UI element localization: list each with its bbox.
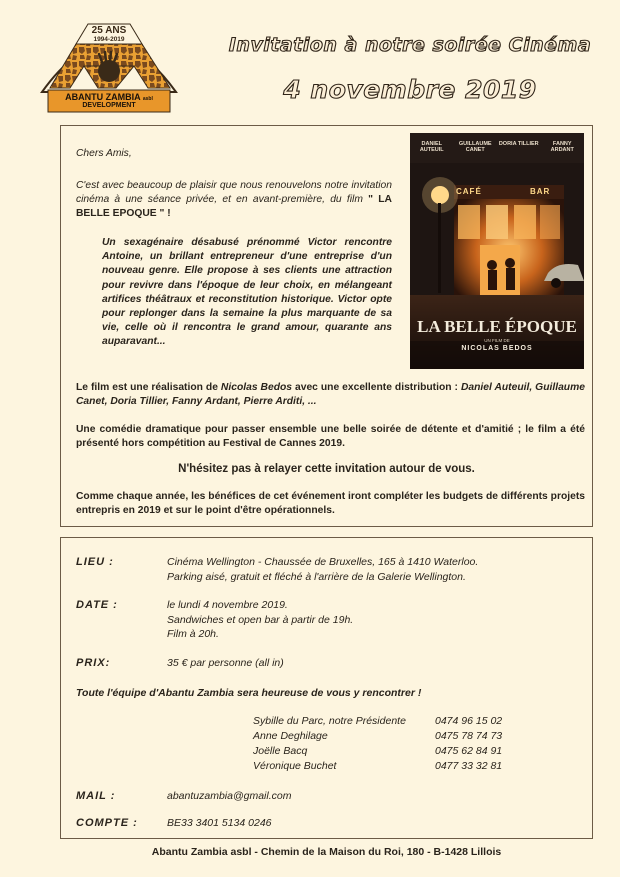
contact-phone: 0475 78 74 73 bbox=[435, 730, 503, 742]
contacts-list bbox=[253, 714, 583, 774]
date-line: Sandwiches et open bar à partir de 19h. bbox=[167, 613, 354, 626]
footer-address: Abantu Zambia asbl - Chemin de la Maison du Roi, 180 - B-1428 Lillois bbox=[151, 846, 502, 858]
lieu-line: Parking aisé, gratuit et fléché à l'arrière de la Galerie Wellington. bbox=[167, 570, 466, 583]
relay-message: N'hésitez pas à relayer cette invitation autour de vous. bbox=[178, 463, 475, 475]
poster-actor: GUILLAUME CANET bbox=[458, 141, 492, 153]
comedy-paragraph: Une comédie dramatique pour passer ensemble une belle soirée de détente et d'amitié ; le film a été présenté hors compétition au Festival de Cannes 2019. bbox=[76, 424, 585, 450]
mail-value[interactable]: abantuzambia@gmail.com bbox=[167, 790, 292, 802]
date-label: DATE : bbox=[76, 599, 118, 611]
contact-row bbox=[253, 729, 583, 744]
film-title-quote: " LA BELLE EPOQUE " ! bbox=[76, 194, 392, 220]
date-line: Film à 20h. bbox=[167, 628, 219, 640]
poster-credit-prefix: UN FILM DE bbox=[484, 338, 510, 343]
lieu-label: LIEU : bbox=[76, 556, 114, 568]
benefits-paragraph: Comme chaque année, les bénéfices de cet événement iront compléter les budgets de différents projets entrepris en 2019 et sur le point d'être opérationnels. bbox=[76, 491, 585, 517]
contact-name: Anne Deghilage bbox=[253, 730, 328, 742]
logo-org-name: ABANTU ZAMBIA bbox=[65, 92, 141, 102]
cast-director: Nicolas Bedos bbox=[220, 382, 292, 393]
poster-director: NICOLAS BEDOS bbox=[461, 345, 533, 352]
lieu-line: Cinéma Wellington - Chaussée de Bruxelles, 165 à 1410 Waterloo. bbox=[167, 556, 479, 568]
compte-value: BE33 3401 5134 0246 bbox=[167, 817, 272, 829]
prix-label: PRIX: bbox=[76, 657, 111, 669]
contact-phone: 0477 33 32 81 bbox=[435, 760, 503, 772]
abantu-zambia-logo bbox=[36, 18, 182, 116]
movie-poster bbox=[410, 133, 584, 369]
poster-sign-bar: BAR bbox=[530, 187, 551, 196]
mail-label: MAIL : bbox=[76, 790, 116, 802]
cast-list: Daniel Auteuil, Guillaume Canet, Doria Tillier, Fanny Ardant, Pierre Arditi, ... bbox=[76, 382, 585, 408]
date-value bbox=[167, 598, 353, 642]
cast-mid: avec une excellente distribution : bbox=[294, 382, 458, 393]
lieu-value bbox=[167, 555, 478, 584]
contact-phone: 0475 62 84 91 bbox=[435, 745, 503, 757]
logo-org-sub: DEVELOPMENT bbox=[82, 102, 136, 109]
cast-paragraph bbox=[76, 381, 585, 409]
poster-actors bbox=[410, 141, 584, 153]
synopsis: Un sexagénaire désabusé prénommé Victor rencontre Antoine, un brillant entrepreneur d'une entreprise d'un nouveau genre. Elle propose à ses clients une attraction pour revivre dans l'époque de leur choix, en mélangeant artifices théâtraux et reconstitution historique. Victor opte pour replonger dans la semaine la plus marquante de sa vie, celle où il rencontra le grand amour, quarante ans auparavant... bbox=[102, 237, 392, 348]
contact-name: Sybille du Parc, notre Présidente bbox=[253, 715, 406, 727]
intro-text: C'est avec beaucoup de plaisir que nous renouvelons notre invitation cinéma à une séance privée, et en avant-première, du film bbox=[76, 180, 392, 206]
logo-org-suffix: asbl bbox=[142, 96, 153, 102]
invitation-date: 4 novembre 2019 bbox=[283, 75, 537, 104]
contact-phone: 0474 96 15 02 bbox=[435, 715, 503, 727]
logo-years: 1994-2019 bbox=[93, 36, 125, 43]
date-line: le lundi 4 novembre 2019. bbox=[167, 599, 288, 611]
contact-row bbox=[253, 744, 583, 759]
team-message: Toute l'équipe d'Abantu Zambia sera heureuse de vous y rencontrer ! bbox=[76, 687, 422, 699]
invitation-title: Invitation à notre soirée Cinéma bbox=[228, 34, 592, 56]
poster-title: LA BELLE ÉPOQUE bbox=[417, 317, 577, 336]
cast-prefix: Le film est une réalisation de bbox=[76, 382, 218, 393]
contact-row bbox=[253, 714, 583, 729]
salutation: Chers Amis, bbox=[76, 148, 132, 159]
prix-value: 35 € par personne (all in) bbox=[167, 657, 284, 669]
poster-actor: DANIEL AUTEUIL bbox=[419, 141, 444, 153]
intro-paragraph bbox=[76, 179, 392, 222]
compte-label: COMPTE : bbox=[76, 817, 138, 829]
contact-name: Joëlle Bacq bbox=[253, 745, 308, 757]
logo-anniversary: 25 ANS bbox=[91, 25, 127, 36]
contact-row bbox=[253, 759, 583, 774]
poster-sign-cafe: CAFÉ bbox=[456, 187, 482, 196]
poster-actor: FANNY ARDANT bbox=[550, 141, 574, 153]
contact-name: Véronique Buchet bbox=[253, 760, 337, 772]
poster-actor: DORIA TILLIER bbox=[498, 141, 539, 147]
logo-org-line bbox=[48, 92, 170, 102]
